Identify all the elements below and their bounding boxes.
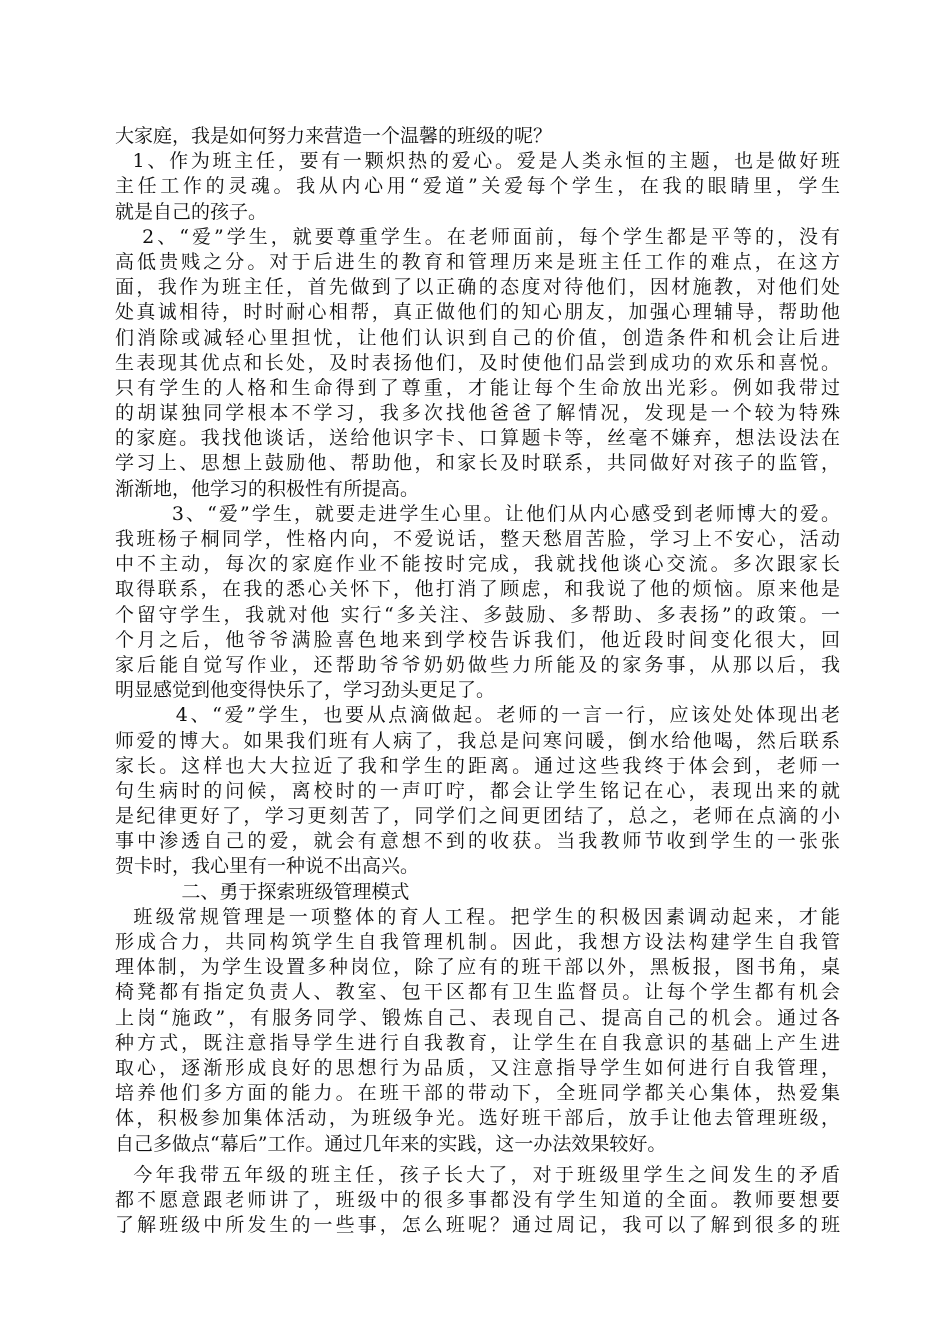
text-line: 取心，逐渐形成良好的思想行为品质，又注意指导学生如何进行自我管理， — [115, 1056, 840, 1079]
text-line: 1、作为班主任，要有一颗炽热的爱心。爱是人类永恒的主题，也是做好班 — [115, 150, 840, 173]
text-line: 是纪律更好了，学习更刻苦了，同学们之间更团结了，总之，老师在点滴的小 — [115, 805, 840, 828]
text-line: 4、“爱”学生，也要从点滴做起。老师的一言一行，应该处处体现出老 — [115, 704, 840, 727]
text-line: 班级常规管理是一项整体的育人工程。把学生的积极因素调动起来，才能 — [115, 905, 840, 928]
text-line: 今年我带五年级的班主任，孩子长大了，对于班级里学生之间发生的矛盾 — [115, 1163, 840, 1186]
text-line: 取得联系，在我的悉心关怀下，他打消了顾虑，和我说了他的烦恼。原来他是 — [115, 578, 840, 601]
text-line: 只有学生的人格和生命得到了尊重，才能让每个生命放出光彩。例如我带过 — [115, 376, 840, 399]
text-line: 自己多做点“幕后”工作。通过几年来的实践，这一办法效果较好。 — [115, 1132, 667, 1155]
text-line: 高低贵贱之分。对于后进生的教育和管理历来是班主任工作的难点，在这方 — [115, 250, 840, 273]
text-line: 椅凳都有指定负责人、教室、包干区都有卫生监督员。让每个学生都有机会 — [115, 981, 840, 1004]
text-line: 了解班级中所发生的一些事，怎么班呢？通过周记，我可以了解到很多的班 — [115, 1214, 840, 1237]
text-line: 渐渐地，他学习的积极性有所提高。 — [115, 477, 420, 500]
text-line: 的家庭。我找他谈话，送给他识字卡、口算题卡等，丝毫不嫌弃，想法设法在 — [115, 427, 840, 450]
text-line: 上岗“施政”，有服务同学、锻炼自己、表现自己、提高自己的机会。通过各 — [115, 1006, 840, 1029]
text-line: 二、勇于探索班级管理模式 — [115, 880, 410, 903]
text-line: 3、“爱”学生，就要走进学生心里。让他们从内心感受到老师博大的爱。 — [115, 502, 840, 525]
text-line: 师爱的博大。如果我们班有人病了，我总是问寒问暖，倒水给他喝，然后联系 — [115, 729, 840, 752]
text-line: 体，积极参加集体活动，为班级争光。选好班干部后，放手让他去管理班级， — [115, 1107, 840, 1130]
text-line: 家长。这样也大大拉近了我和学生的距离。通过这些我终于体会到，老师一 — [115, 754, 840, 777]
text-line: 我班杨子桐同学，性格内向，不爱说话，整天愁眉苦脸，学习上不安心，活动 — [115, 528, 840, 550]
text-line: 种方式，既注意指导学生进行自我教育，让学生在自我意识的基础上产生进 — [115, 1031, 840, 1054]
text-line: 生表现其优点和长处，及时表扬他们，及时使他们品尝到成功的欢乐和喜悦。 — [115, 351, 840, 374]
text-line: 大家庭，我是如何努力来营造一个温馨的班级的呢？ — [115, 125, 553, 147]
text-line: 理体制，为学生设置多种岗位，除了应有的班干部以外，黑板报，图书角，桌 — [115, 956, 840, 979]
text-line: 中不主动，每次的家庭作业不能按时完成，我就找他谈心交流。多次跟家长 — [115, 553, 840, 576]
text-line: 处真诚相待，时时耐心相帮，真正做他们的知心朋友，加强心理辅导，帮助他 — [115, 301, 840, 324]
text-line: 主任工作的灵魂。我从内心用“爱道”关爱每个学生，在我的眼睛里，学生 — [115, 175, 840, 198]
text-line: 学习上、思想上鼓励他、帮助他，和家长及时联系，共同做好对孩子的监管， — [115, 452, 840, 475]
text-line: 就是自己的孩子。 — [115, 200, 268, 223]
text-line: 家后能自觉写作业，还帮助爷爷奶奶做些力所能及的家务事，从那以后，我 — [115, 653, 840, 676]
document-body — [115, 124, 840, 1238]
text-line: 个留守学生，我就对他 实行“多关注、多鼓励、多帮助、多表扬”的政策。一 — [115, 603, 840, 626]
text-line: 事中渗透自己的爱，就会有意想不到的收获。当我教师节收到学生的一张张 — [115, 830, 840, 853]
text-line: 们消除或减轻心里担忧，让他们认识到自己的价值，创造条件和机会让后进 — [115, 326, 840, 349]
text-line: 2、“爱”学生，就要尊重学生。在老师面前，每个学生都是平等的，没有 — [115, 225, 840, 248]
text-line: 的胡谋独同学根本不学习，我多次找他爸爸了解情况，发现是一个较为特殊 — [115, 402, 840, 425]
text-line: 形成合力，共同构筑学生自我管理机制。因此，我想方设法构建学生自我管 — [115, 931, 840, 953]
text-line: 明显感觉到他变得快乐了，学习劲头更足了。 — [115, 679, 496, 702]
text-line: 贺卡时，我心里有一种说不出高兴。 — [115, 855, 420, 878]
text-line: 都不愿意跟老师讲了，班级中的很多事都没有学生知道的全面。教师要想要 — [115, 1188, 840, 1211]
text-line: 面，我作为班主任，首先做到了以正确的态度对待他们，因材施教，对他们处 — [115, 276, 840, 299]
text-line: 个月之后，他爷爷满脸喜色地来到学校告诉我们，他近段时间变化很大，回 — [115, 628, 840, 651]
text-line: 句生病时的问候，离校时的一声叮咛，都会让学生铭记在心，表现出来的就 — [115, 779, 840, 802]
text-line: 培养他们多方面的能力。在班干部的带动下，全班同学都关心集体，热爱集 — [115, 1082, 840, 1105]
